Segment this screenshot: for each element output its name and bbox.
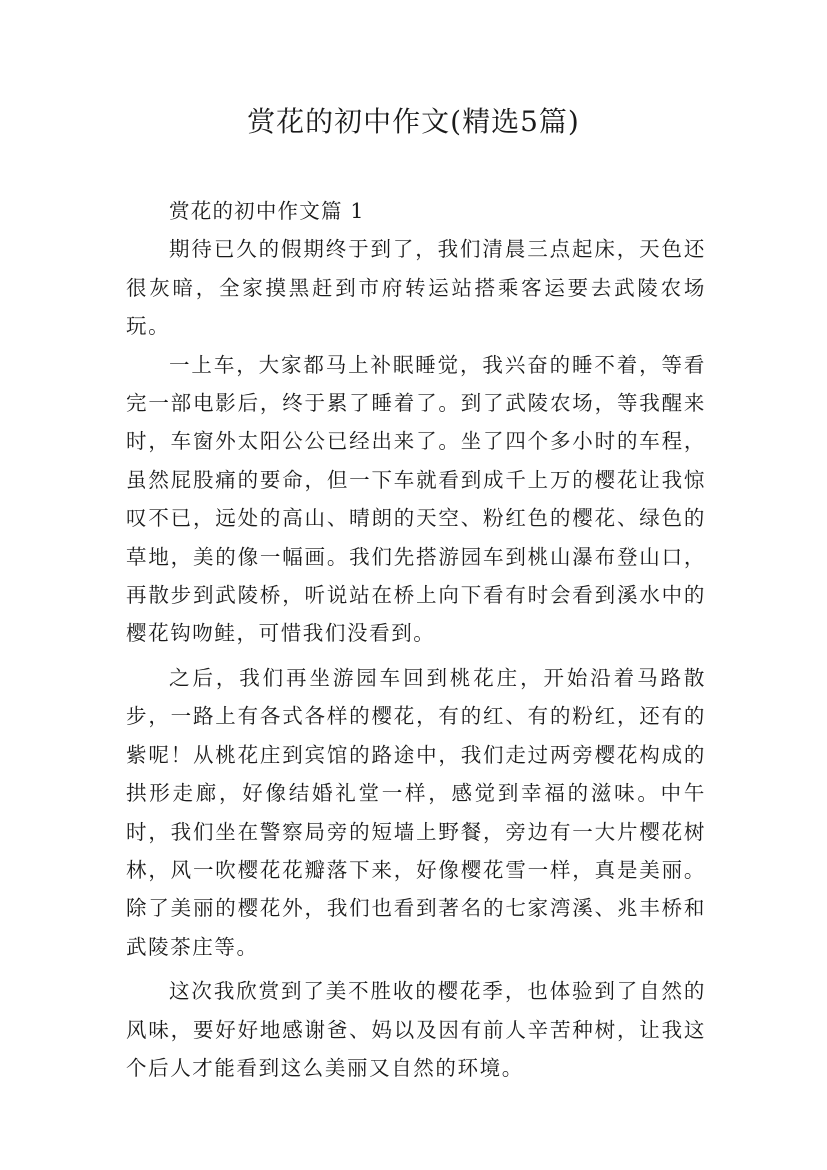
paragraph-3: 之后，我们再坐游园车回到桃花庄，开始沿着马路散步，一路上有各式各样的樱花，有的红、有的粉红，还有的紫呢！从桃花庄到宾馆的路途中，我们走过两旁樱花构成的拱形走廊，好像结婚礼堂一样，感觉到幸福的滋味。中午时，我们坐在警察局旁的短墙上野餐，旁边有一大片樱花树林，风一吹樱花花瓣落下来，好像樱花雪一样，真是美丽。除了美丽的樱花外，我们也看到著名的七家湾溪、兆丰桥和武陵茶庄等。 [126, 665, 706, 959]
paragraph-1: 期待已久的假期终于到了，我们清晨三点起床，天色还很灰暗，全家摸黑赶到市府转运站搭乘客运要去武陵农场玩。 [126, 237, 706, 339]
section-heading: 赏花的初中作文篇 1 [169, 199, 365, 223]
paragraph-4: 这次我欣赏到了美不胜收的樱花季，也体验到了自然的风味，要好好地感谢爸、妈以及因有前人辛苦种树，让我这个后人才能看到这么美丽又自然的环境。 [126, 979, 706, 1080]
paragraph-2: 一上车，大家都马上补眠睡觉，我兴奋的睡不着，等看完一部电影后，终于累了睡着了。到了武陵农场，等我醒来时，车窗外太阳公公已经出来了。坐了四个多小时的车程，虽然屁股痛的要命，但一下车就看到成千上万的樱花让我惊叹不已，远处的高山、晴朗的天空、粉红色的樱花、绿色的草地，美的像一幅画。我们先搭游园车到桃山瀑布登山口，再散步到武陵桥，听说站在桥上向下看有时会看到溪水中的樱花钩吻鲑，可惜我们没看到。 [126, 352, 706, 646]
essay-body [126, 192, 706, 1087]
page-title: 赏花的初中作文(精选5篇) [247, 105, 580, 138]
